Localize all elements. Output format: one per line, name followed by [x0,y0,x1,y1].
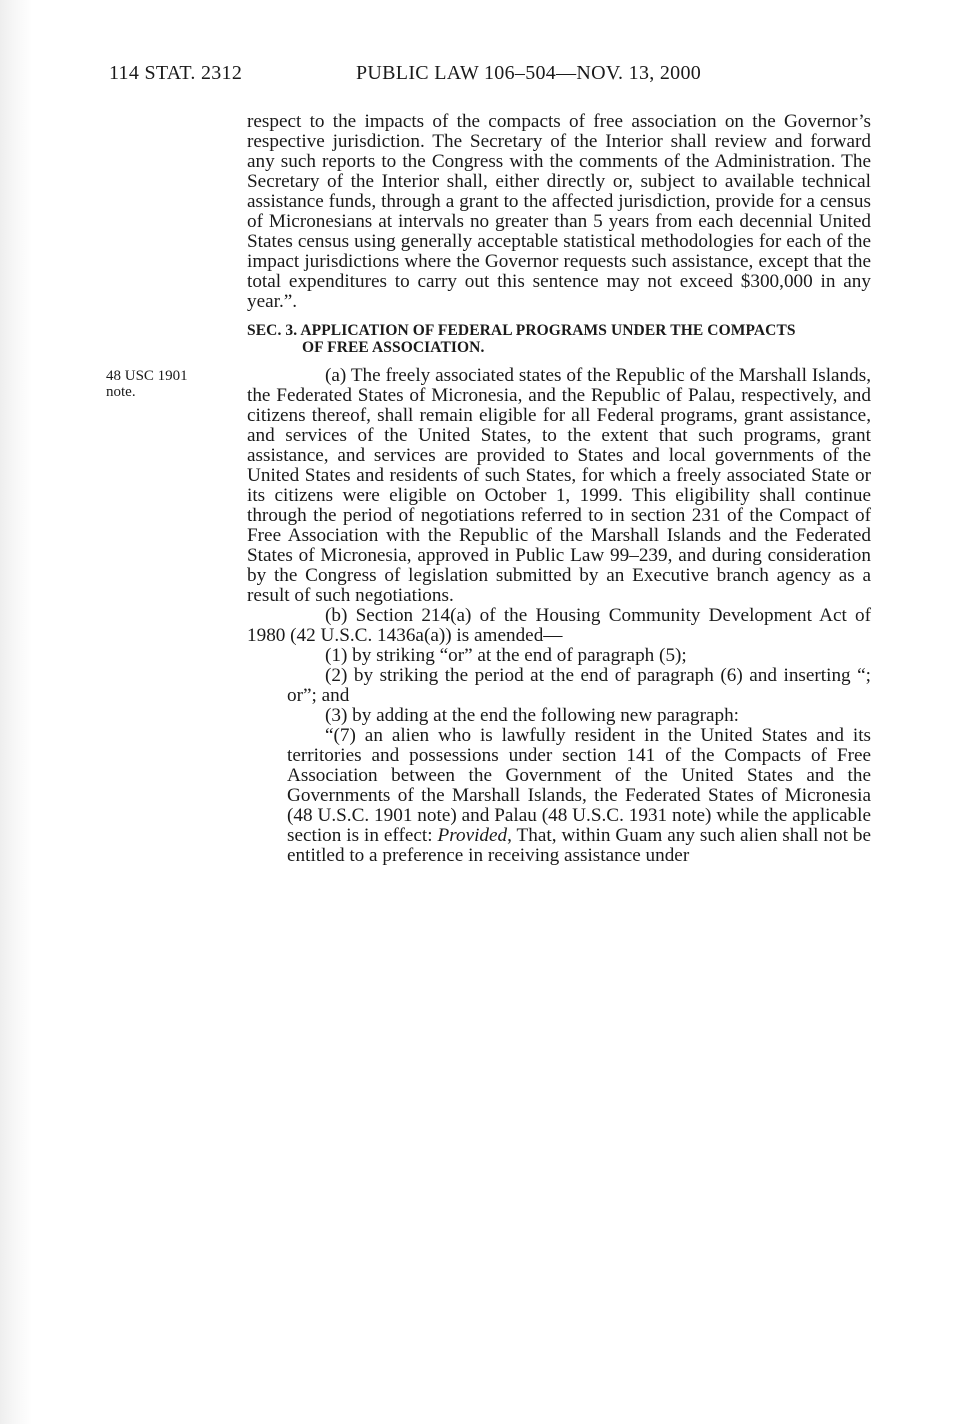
amendment-item-3: (3) by adding at the end the following new paragraph: [325,705,740,726]
body-text [247,112,871,866]
quote-provided: Provided [437,825,508,846]
quote-text-part2: , That, within Guam any such alien shall not be entitled to a preference in receiving assistance under [287,825,872,866]
quoted-paragraph-7 [287,726,871,866]
paragraph-b: (b) Section 214(a) of the Housing Community Development Act of 1980 (42 U.S.C. 1436a(a)) is amended— [247,605,871,646]
continuation-paragraph: respect to the impacts of the compacts of free association on the Governor’s respective jurisdiction. The Secretary of the Interior shall review and forward any such reports to the Congress with the comments of the Administration. The Secretary of the Interior shall, either directly or, subject to available technical assistance funds, through a grant to the affected jurisdiction, provide for a census of Micronesians at intervals no greater than 5 years from each decennial United States census using generally acceptable statistical methodologies for each of the impact jurisdictions where the Governor requests such assistance, except that the total expenditures to carry out this sentence may not exceed $300,000 in any year.”. [247,111,871,312]
margin-note-line1: 48 USC 1901 [106,368,188,384]
section-heading [247,322,871,356]
stat-page-number: 114 STAT. 2312 [109,62,243,84]
amendment-item-1: (1) by striking “or” at the end of paragraph (5); [325,645,687,666]
quote-text-part1: “(7) an alien who is lawfully resident in the United States and its territories and possessions under section 141 of the Compacts of Free Association between the Government of the United States and the Governments of the Marshall Islands, the Federated States of Micronesia (48 U.S.C. 1901 note) and Palau (48 U.S.C. 1931 note) while the applicable section is in effect: [287,725,871,846]
section-heading-line2: OF FREE ASSOCIATION. [302,339,485,356]
running-head [109,62,879,88]
margin-note-line2: note. [106,384,136,400]
amendment-items [247,646,871,866]
amendment-item-2: (2) by striking the period at the end of paragraph (6) and inserting “; or”; and [287,665,871,706]
section-heading-line1: SEC. 3. APPLICATION OF FEDERAL PROGRAMS UNDER THE COMPACTS [247,322,796,339]
margin-note [106,368,226,400]
law-title: PUBLIC LAW 106–504—NOV. 13, 2000 [356,62,702,84]
paragraph-a: (a) The freely associated states of the Republic of the Marshall Islands, the Federated States of Micronesia, and the Republic of Palau, respectively, and citizens thereof, shall remain eligible for all Federal programs, grant assistance, and services of the United States, to the extent that such programs, grant assistance, and services are provided to States and local governments of the United States and residents of such States, for which a freely associated State or its citizens were eligible on October 1, 1999. This eligibility shall continue through the period of negotiations referred to in section 231 of the Compact of Free Association with the Republic of the Marshall Islands and the Federated States of Micronesia, approved in Public Law 99–239, and during consideration by the Congress of legislation submitted by an Executive branch agency as a result of such negotiations. [247,365,871,606]
page-edge-shadow [0,0,32,1424]
